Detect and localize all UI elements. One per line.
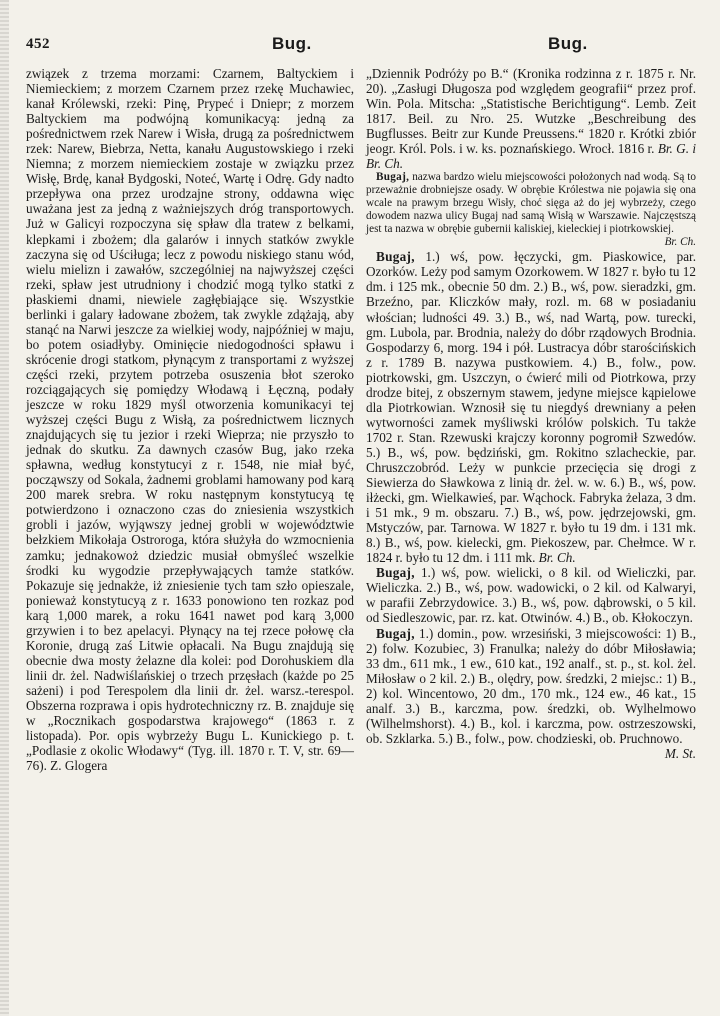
entry-text: 1.) domin., pow. wrzesiński, 3 miejscowości: 1) B., 2) folw. Kozubiec, 3) Franulka; należy do dóbr Miłosławia; 33 dm., 611 mk., 1 ew., 610 kat., 192 analf., st. p., st. kol. żel. Miłosław o 2 kil. 2.) B., olędry, pow. średzki, 2 miejsc.: 1) B., 2) kol. Wincentowo, 20 dm., 170 mk., 124 ew., 46 kat., 15 analf. 3.) B., karczma, pow. średzki, ob. Wylhelmowo (Wilhelmshorst). 4.) B., kol. i karczma, pow. ostrzeszowski, ob. Szklarka. 5.) B., folw., pow. chodzieski, ob. Pruchnowo. (366, 625, 696, 746)
author-signature: M. St. (664, 745, 696, 761)
author-signature: Br. G. i Br. Ch. (366, 141, 696, 172)
entry-bugaj-3 (366, 626, 696, 746)
entry-signature-line (366, 746, 696, 761)
entry-text: nazwa bardzo wielu miejscowości położonych nad wodą. Są to przeważnie drobniejsze osady. W obrębie Królestwa nie pojawia się ona wcale na prawym brzegu Wisły, choć sięga aż do jej wybrzeży, czego dowodem nazwa ulicy Bugaj nad samą Wisłą w Warszawie. Najczęstszą jest ta nazwa w obrębie gubernii kaliskiej, kieleckiej i piotrkowskiej. (366, 171, 697, 236)
running-head-left: Bug. (272, 34, 312, 53)
entry-text: 1.) wś, pow. wielicki, o 8 kil. od Wieliczki, par. Wieliczka. 2.) B., wś, pow. wadowicki, o 2 kil. od Kalwaryi, w parafii Zebrzydowice. 3.) B., wś, pow. dąbrowski, o 5 kil. od Siedleszowic, par. rz. kat. Otwinów. 4.) B., ob. Kłokoczyn. (366, 565, 696, 626)
entry-text: 1.) wś, pow. łęczycki, gm. Piaskowice, par. Ozorków. Leży pod samym Ozorkowem. W 1827 r. było tu 12 dm. i 125 mk., obecnie 50 dm. 2.) B., wś, pow. sieradzki, gm. Brzeźno, par. Kliczków mały, rozl. m. 68 w posiadaniu włościan; ludności 49. 3.) B., wś, nad Wartą, pow. turecki, gm. Lubola, par. Brodnia, należy do dóbr rządowych Brodnia. Gospodarzy 6, morg. 194 i pół. Lustracya dóbr starościńskich z r. 1789 B. nazywa pustkowiem. 4.) B., folw., pow. piotrkowski, gm. Uszczyn, o ćwierć mili od Piotrkowa, przy drodze bitej, z obszernym stawem, jedyne miejsce kąpielowe dla Piotrkowian. Wznosił się tu niegdyś drewniany a pełen wytworności zamek myśliwski królów polskich. Tu także 1702 r. Stan. Rzewuski krajczy koronny pogromił Szwedów. 5.) B., wś, pow. będziński, gm. Rokitno szlacheckie, par. Chruszczobród. Leży w punkcie przecięcia się drogi z Siewierza do Sławkowa z linią dr. żel. w. w. 6.) B., wś, pow. iłżecki, gm. Wielkawieś, par. Wąchock. Fabryka żelaza, 3 dm. i 51 mk., 9 m. obszaru. 7.) B., wś, pow. jędrzejowski, gm. Mstyczów, par. Tarnowa. W 1827 r. było tu 19 dm. i 131 mk. 8.) B., wś, pow. kielecki, gm. Piekoszew, par. Chełmce. W r. 1824 r. było tu 12 dm. i 111 mk. (366, 249, 697, 566)
left-column-text: związek z trzema morzami: Czarnem, Baltyckiem i Niemieckiem; z morzem Czarnem przez rzekę Muchawiec, kanał Królewski, rzeki: Pinę, Prypeć i Dniepr; z morzem Baltyckiem ma podwójną komunikacyą: jedną za pośrednictwem rzek Narew i Wisła, drugą za pośrednictwem rzek: Narew, Biebrza, Netta, kanału Augustowskiego i rzeki Niemna; z morzem niemieckiem zostaje w związku przez Wisłę, Brdę, kanał Bydgoski, Noteć, Wartę i Odrę. Gdy nadto przepływa ona przez urodzajne strony, oddawna więc uważana jest za jedną z ważniejszych dróg transportowych. Już w Galicyi rozpoczyna się spław dla tratew z belkami, klepkami i zbożem; dla galarów i innych statków zwykle zaczyna się od Uściługa; lecz z powodu niskiego stanu wód, wielu mielizn i zawałów, szczególniej na najwyższej części rzeki, spław jest utrudniony i chodzić mogą tylko statki z płaskiemi dnami, niewiele zagłębiające się. Wszystkie berlinki i galary ładowane zbożem, tak zwykle zdążają, aby stanąć na Narwi jeszcze za wielkiej wody, najpóźniej w maju, bo potem osiadłyby. Ominięcie niedogodności spławu i skrócenie drogi statkom, płynącym z transportami z wyższej części rzeki, przytem potrzeba osuszenia błot szeroko rozciągających się pomiędzy Włodawą i Łęczną, podały jeszcze w roku 1829 myśl otworzenia komunikacyi tej wyższej części Bugu z Wisłą, za pośrednictwem licznych znajdujących się tu jezior i rzeki Wieprza; nie przyszło to jednak do skutku. Za dawnych czasów Bug, jako rzeka spławna, według konstytucyi z r. 1548, nie miał być, począwszy od Sokala, żadnemi groblami hamowany pod karą 200 marek srebra. W roku następnym konstytucyą tę potwierdzono i oznaczono czas do zniesienia wszystkich grobli i jazów, wyjąwszy jednej grobli w województwie bełzkiem Mikołaja Ostroroga, która służyła do wzmocnienia zamku; jednakowoż dziedzic musiał obmyśleć wszelkie środki ku wygodzie przepływających tamże statków. Pokazuje się jednakże, iż zniesienie tych tam szło opieszale, ponieważ konstytucyą z r. 1633 ponowiono ten rozkaz pod karą 1,000 marek, a roku 1641 nawet pod karą 3,000 grzywien i to bez apelacyi. Płynący na tej rzece połowę cła Koronie, drugą zaś Litwie opłacali. Na Bugu znajdują się obecnie dwa mosty żelazne dla kolei: pod Dorohuskiem dla linii dr. żel. Nadwiślańskiej o trzech przęsłach (każde po 25 sażeni) i pod Terespolem dla linii dr. żel. warsz.-terespol. Obszerna rozprawa i opis hydrotechniczny rz. B. znajduje się w „Rocznikach gospodarstwa krajowego“ (1863 r. z listopada). Por. opis wybrzeży Bugu L. Kunickiego p. t. „Podlasie z okolic Włodawy“ (Tyg. ill. 1870 r. T. V, str. 69—76). Z. Glogera (26, 66, 354, 774)
page-edge (0, 0, 9, 1016)
author-signature: Br. Ch. (664, 236, 696, 249)
page-header (26, 32, 696, 58)
entry-signature-line (366, 236, 696, 249)
running-head-right: Bug. (548, 34, 588, 53)
bibliography-continuation (366, 66, 696, 171)
left-column (26, 66, 354, 773)
bibliography-text: „Dziennik Podróży po B.“ (Kronika rodzinna z r. 1875 r. Nr. 20). „Zasługi Długosza pod względem geografii“ przez prof. Win. Pola. Mitscha: „Statistische Berichtigung“. Lemb. Zeit 1817. Beil. zu Nro. 25. Wutzke „Beschreibung des Bugflusses. Beitr zur Kunde Preussens.“ 1820 r. Krótki zbiór jeogr. Król. Pols. i w. ks. poznańskiego. Wrocł. 1816 r. (366, 66, 696, 157)
page-number: 452 (26, 36, 50, 52)
headword: Bugaj, (376, 249, 415, 265)
right-column (366, 66, 696, 773)
headword: Bugaj, (376, 625, 415, 641)
entry-bugaj-1 (366, 249, 696, 565)
entry-bugaj-general (366, 171, 696, 236)
author-signature: Br. Ch. (538, 550, 576, 566)
text-columns (26, 66, 696, 773)
headword: Bugaj, (376, 565, 415, 581)
entry-bugaj-2 (366, 565, 696, 625)
headword: Bugaj, (376, 171, 410, 184)
